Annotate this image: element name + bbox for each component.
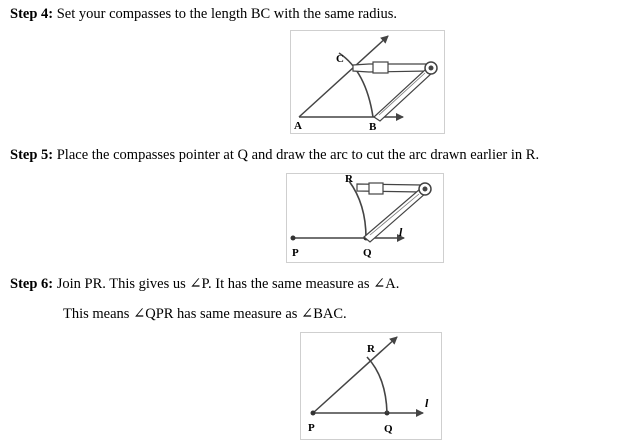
step-4-diagram	[291, 31, 444, 133]
label-l: l	[425, 396, 429, 410]
label-p: P	[292, 247, 299, 259]
label-a: A	[294, 120, 302, 132]
label-q: Q	[384, 423, 393, 435]
compass-leg-lower	[364, 189, 426, 242]
step-6-text: Join PR. This gives us ∠P. It has the same measure as ∠A.	[56, 276, 400, 292]
step-4-figure	[290, 30, 445, 134]
step-5-line	[10, 146, 539, 164]
step-5-label: Step 5:	[10, 147, 54, 163]
arc-bc	[339, 53, 373, 117]
ray-ac	[299, 36, 388, 117]
step-6-diagram	[301, 333, 441, 439]
step-6-label: Step 6:	[10, 276, 54, 292]
step-6-line-2	[63, 305, 347, 323]
step-4-label: Step 4:	[10, 6, 54, 22]
point-p	[311, 411, 316, 416]
step-6-figure	[300, 332, 442, 440]
step-4-text: Set your compasses to the length BC with the same radius.	[56, 6, 398, 22]
compass-clamp	[373, 62, 388, 73]
label-c: C	[336, 53, 344, 65]
compass-leg-lower	[374, 69, 432, 121]
step-5-diagram	[287, 174, 443, 262]
arc-qr	[367, 357, 387, 413]
step-5-text: Place the compasses pointer at Q and draw the arc to cut the arc drawn earlier in R.	[56, 147, 540, 163]
compass-clamp	[369, 183, 383, 194]
step-4-line	[10, 5, 397, 23]
step-6-line	[10, 275, 399, 293]
compass-leg-upper	[353, 64, 429, 72]
step-5-figure	[286, 173, 444, 263]
label-l: l	[399, 225, 403, 239]
label-p: P	[308, 422, 315, 434]
label-r: R	[367, 343, 375, 355]
compass-leg-upper	[357, 184, 422, 192]
label-q: Q	[363, 247, 372, 259]
ray-pr	[313, 337, 397, 413]
step-6-text-2: This means ∠QPR has same measure as ∠BAC.	[63, 306, 347, 322]
label-r: R	[345, 174, 353, 185]
point-p	[291, 236, 296, 241]
label-b: B	[369, 121, 377, 133]
